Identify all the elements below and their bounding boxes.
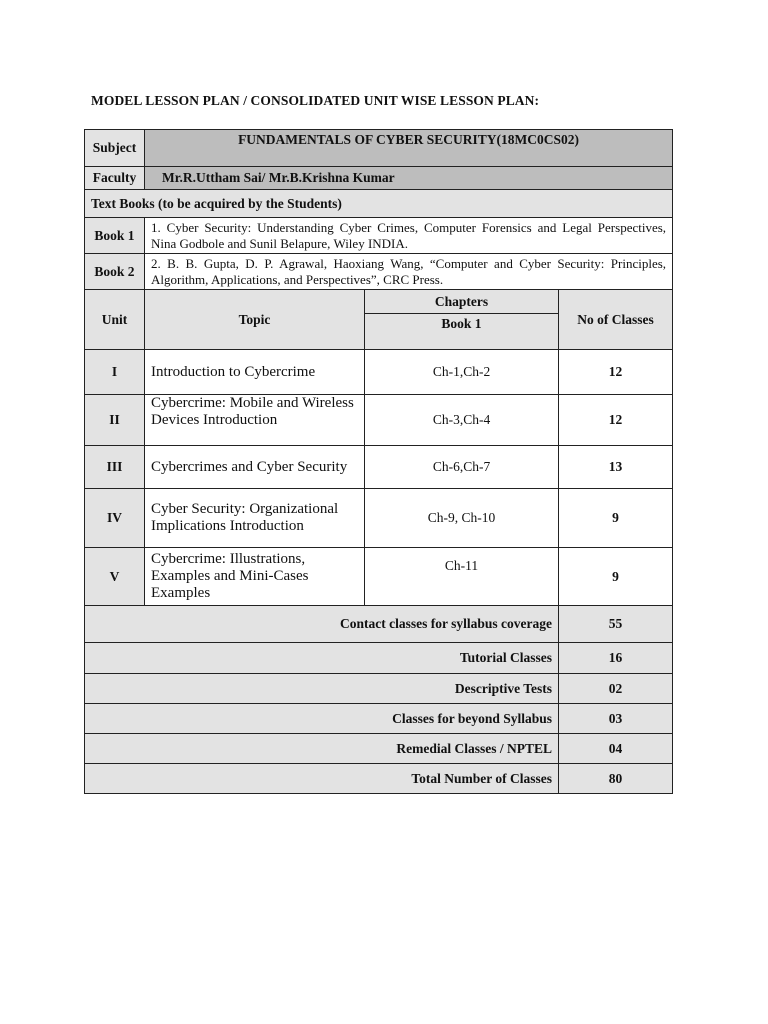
faculty-value: Mr.R.Uttham Sai/ Mr.B.Krishna Kumar [145, 167, 673, 190]
unit-chapters: Ch-9, Ch-10 [365, 489, 559, 548]
unit-topic: Cyber Security: Organizational Implications Introduction [145, 489, 365, 548]
faculty-label: Faculty [85, 167, 145, 190]
subject-label: Subject [85, 130, 145, 167]
classes-header: No of Classes [559, 290, 673, 350]
unit-header: Unit [85, 290, 145, 350]
summary-value: 04 [559, 734, 673, 764]
summary-label: Contact classes for syllabus coverage [85, 606, 559, 643]
book-row [85, 218, 673, 254]
chapters-header: Chapters [365, 290, 559, 314]
unit-number: IV [85, 489, 145, 548]
unit-row [85, 350, 673, 395]
unit-row [85, 446, 673, 489]
summary-value: 80 [559, 764, 673, 794]
book-text: 1. Cyber Security: Understanding Cyber Crimes, Computer Forensics and Legal Perspectives, Nina Godbole and Sunil Belapure, Wiley INDIA. [145, 218, 673, 254]
summary-value: 16 [559, 643, 673, 674]
subject-row [85, 130, 673, 167]
column-header-row [85, 290, 673, 314]
lesson-plan-table [84, 129, 673, 794]
summary-label: Total Number of Classes [85, 764, 559, 794]
unit-row [85, 548, 673, 606]
summary-label: Descriptive Tests [85, 674, 559, 704]
unit-classes: 12 [559, 350, 673, 395]
unit-chapters: Ch-11 [365, 548, 559, 606]
unit-classes: 9 [559, 548, 673, 606]
summary-row [85, 674, 673, 704]
unit-topic: Cybercrime: Mobile and Wireless Devices Introduction [145, 395, 365, 446]
unit-topic: Introduction to Cybercrime [145, 350, 365, 395]
unit-number: I [85, 350, 145, 395]
page-heading: MODEL LESSON PLAN / CONSOLIDATED UNIT WISE LESSON PLAN: [91, 93, 540, 108]
faculty-row [85, 167, 673, 190]
book-header: Book 1 [365, 314, 559, 350]
subject-value: FUNDAMENTALS OF CYBER SECURITY(18MC0CS02) [145, 130, 673, 167]
text-books-heading: Text Books (to be acquired by the Students) [85, 190, 673, 218]
summary-row [85, 643, 673, 674]
topic-header: Topic [145, 290, 365, 350]
unit-chapters: Ch-3,Ch-4 [365, 395, 559, 446]
unit-row [85, 395, 673, 446]
book-row [85, 254, 673, 290]
unit-classes: 9 [559, 489, 673, 548]
summary-label: Classes for beyond Syllabus [85, 704, 559, 734]
book-text: 2. B. B. Gupta, D. P. Agrawal, Haoxiang Wang, “Computer and Cyber Security: Principles, Algorithm, Applications, and Perspectives”, CRC Press. [145, 254, 673, 290]
unit-chapters: Ch-6,Ch-7 [365, 446, 559, 489]
summary-row [85, 734, 673, 764]
summary-value: 55 [559, 606, 673, 643]
book-label: Book 1 [85, 218, 145, 254]
unit-number: II [85, 395, 145, 446]
summary-value: 03 [559, 704, 673, 734]
summary-label: Remedial Classes / NPTEL [85, 734, 559, 764]
unit-classes: 12 [559, 395, 673, 446]
text-books-heading-row [85, 190, 673, 218]
summary-value: 02 [559, 674, 673, 704]
summary-row [85, 704, 673, 734]
unit-row [85, 489, 673, 548]
unit-number: III [85, 446, 145, 489]
summary-row [85, 764, 673, 794]
unit-topic: Cybercrime: Illustrations, Examples and Mini-Cases Examples [145, 548, 365, 606]
summary-label: Tutorial Classes [85, 643, 559, 674]
unit-number: V [85, 548, 145, 606]
summary-row [85, 606, 673, 643]
book-label: Book 2 [85, 254, 145, 290]
unit-chapters: Ch-1,Ch-2 [365, 350, 559, 395]
unit-classes: 13 [559, 446, 673, 489]
unit-topic: Cybercrimes and Cyber Security [145, 446, 365, 489]
